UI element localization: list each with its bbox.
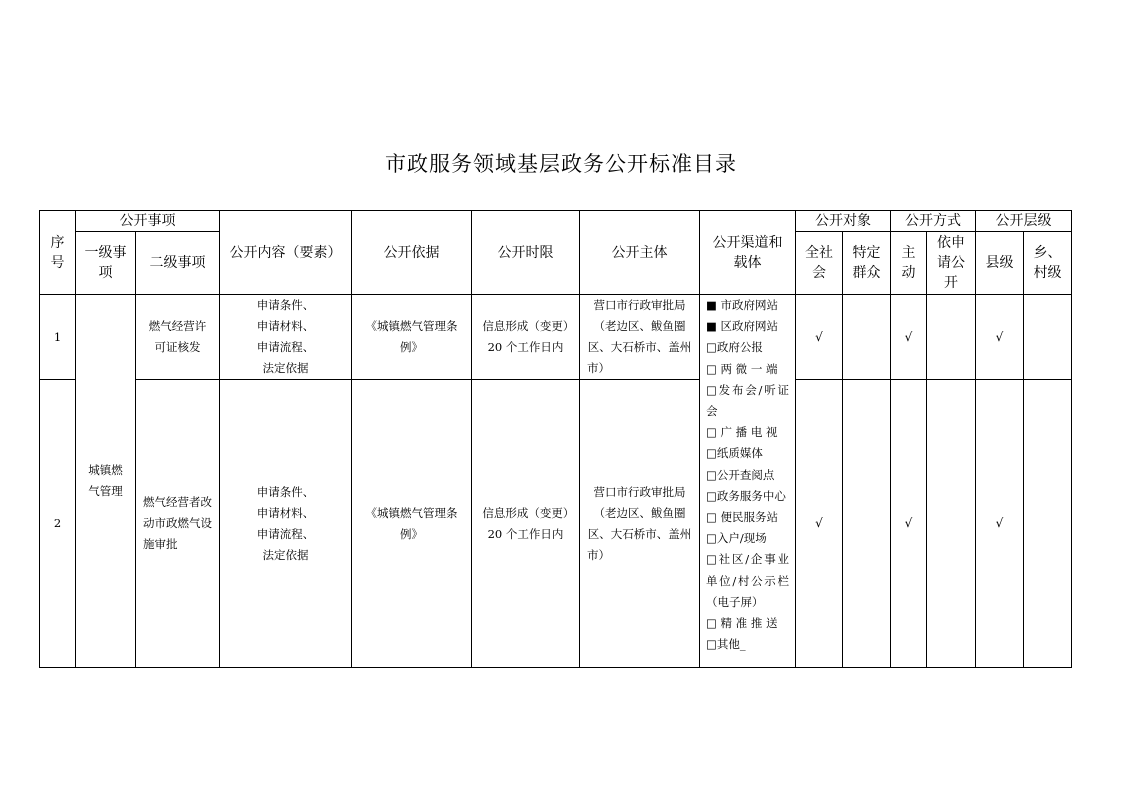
header-level2: 二级事项 xyxy=(136,232,220,295)
table-row xyxy=(40,380,1072,668)
table-row xyxy=(40,295,1072,380)
channel-item: □社区/企事业单位/村公示栏（电子屏） xyxy=(706,552,789,609)
header-time-limit: 公开时限 xyxy=(472,211,580,295)
row-content: 申请条件、 申请材料、 申请流程、 法定依据 xyxy=(220,295,352,380)
header-object-group: 公开对象 xyxy=(796,211,891,232)
row-seq: 1 xyxy=(40,295,76,380)
header-channel: 公开渠道和 载体 xyxy=(700,211,796,295)
row-method-apply-check xyxy=(927,380,976,668)
channel-item: □政府公报 xyxy=(706,340,763,355)
header-seq: 序 号 xyxy=(40,211,76,295)
header-level-county: 县级 xyxy=(976,232,1024,295)
header-object-specific: 特定 群众 xyxy=(843,232,891,295)
row-basis: 《城镇燃气管理条例》 xyxy=(352,380,472,668)
header-object-all: 全社 会 xyxy=(796,232,843,295)
row-seq: 2 xyxy=(40,380,76,668)
row-time-limit: 信息形成（变更）20 个工作日内 xyxy=(472,295,580,380)
channel-item: □其他_ xyxy=(706,637,746,652)
header-basis: 公开依据 xyxy=(352,211,472,295)
channel-item: □入户/现场 xyxy=(706,531,767,546)
row-object-all-check: √ xyxy=(796,295,843,380)
header-matter-group: 公开事项 xyxy=(76,211,220,232)
channel-list xyxy=(700,295,796,668)
row-object-specific-check xyxy=(843,380,891,668)
row-level-county-check: √ xyxy=(976,380,1024,668)
channel-item: ■ 区政府网站 xyxy=(706,319,779,334)
level1-item: 城镇燃 气管理 xyxy=(76,295,136,668)
channel-item: □纸质媒体 xyxy=(706,446,763,461)
header-content: 公开内容（要素） xyxy=(220,211,352,295)
channel-item: □ 精 准 推 送 xyxy=(706,616,778,631)
channel-item: ■ 市政府网站 xyxy=(706,298,779,312)
channel-item: □发布会/听证会 xyxy=(706,382,789,419)
row-method-apply-check xyxy=(927,295,976,380)
header-level1: 一级事 项 xyxy=(76,232,136,295)
catalog-table xyxy=(39,210,1072,668)
row-subject: 营口市行政审批局（老边区、鲅鱼圈区、大石桥市、盖州市） xyxy=(580,295,700,380)
row-method-active-check: √ xyxy=(891,380,927,668)
row-object-all-check: √ xyxy=(796,380,843,668)
channel-item: □ 广 播 电 视 xyxy=(706,425,778,440)
channel-item: □公开查阅点 xyxy=(706,467,775,482)
row-subject: 营口市行政审批局（老边区、鲅鱼圈区、大石桥市、盖州市） xyxy=(580,380,700,668)
document-title: 市政服务领域基层政务公开标准目录 xyxy=(385,152,737,176)
header-method-apply: 依申 请公 开 xyxy=(927,232,976,295)
row-level2: 燃气经营者改动市政燃气设施审批 xyxy=(136,380,220,668)
row-time-limit: 信息形成（变更）20 个工作日内 xyxy=(472,380,580,668)
row-level-township-check xyxy=(1024,380,1072,668)
header-level-group: 公开层级 xyxy=(976,211,1072,232)
header-method-active: 主 动 xyxy=(891,232,927,295)
header-method-group: 公开方式 xyxy=(891,211,976,232)
row-level2: 燃气经营许 可证核发 xyxy=(136,295,220,380)
row-object-specific-check xyxy=(843,295,891,380)
row-level-county-check: √ xyxy=(976,295,1024,380)
row-method-active-check: √ xyxy=(891,295,927,380)
channel-item: □政务服务中心 xyxy=(706,488,786,503)
header-subject: 公开主体 xyxy=(580,211,700,295)
row-level-township-check xyxy=(1024,295,1072,380)
channel-item: □ 两 微 一 端 xyxy=(706,361,778,376)
row-content: 申请条件、 申请材料、 申请流程、 法定依据 xyxy=(220,380,352,668)
header-level-township: 乡、 村级 xyxy=(1024,232,1072,295)
row-basis: 《城镇燃气管理条例》 xyxy=(352,295,472,380)
header-row-top xyxy=(40,211,1072,232)
channel-item: □ 便民服务站 xyxy=(706,510,779,525)
